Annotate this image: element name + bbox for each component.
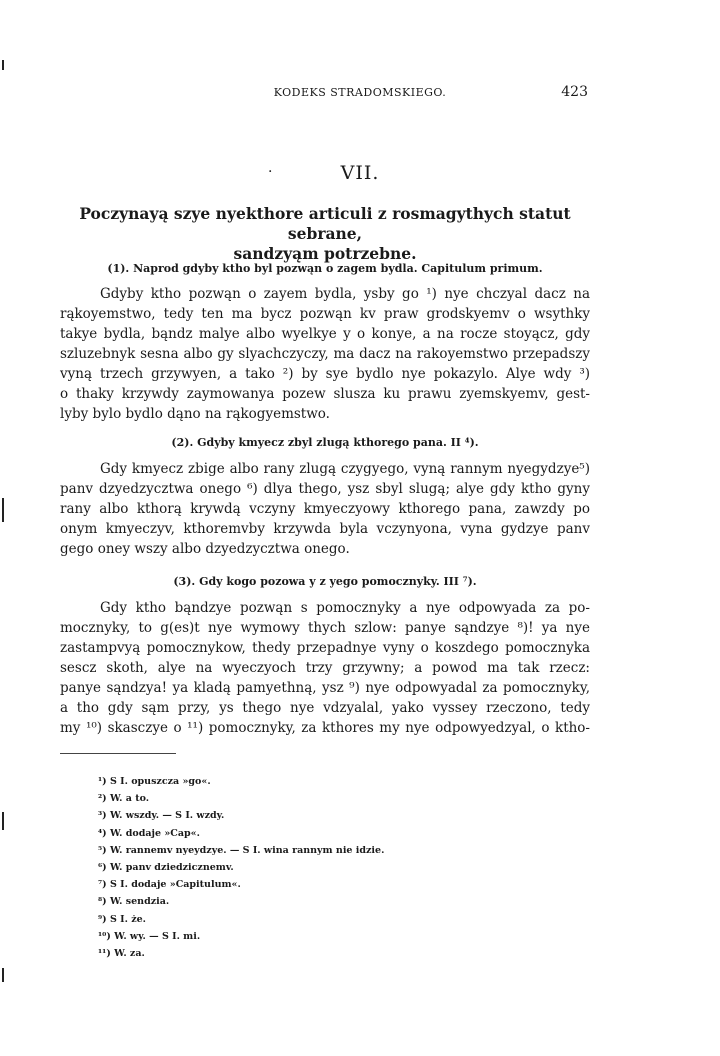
text-line: lyby bylo bydlo dąno na rąkogyemstwo. [60, 406, 330, 422]
article-text-3 [60, 598, 590, 738]
footnote: ⁶) W. panv dziedzicznemv. [98, 862, 234, 874]
text-line: a tho gdy sąm przy, ys thego nye vdzyalal, yako vyssey rzeczono, tedy [60, 700, 590, 716]
article-text-1 [60, 284, 590, 424]
text-line: mocznyky, to g(es)t nye wymowy thych szlow: panye sąndzye ⁸)! ya nye [60, 620, 590, 636]
text-line: sescz skoth, alye na wyeczyoch trzy grzywny; a powod ma tak rzecz: [60, 660, 590, 676]
article-heading-3: (3). Gdy kogo pozowa y z yego pomocznyky. III ⁷). [173, 575, 477, 588]
text-line: vyną trzech grzywyen, a tako ²) by sye bydlo nye pokazylo. Alye wdy ³) [60, 366, 590, 382]
footnote: ⁸) W. sendzia. [98, 896, 170, 908]
text-line: Gdyby ktho pozwąn o zayem bydla, ysby go ¹) nye chczyal dacz na [100, 286, 590, 302]
footnote: ⁴) W. dodaje »Cap«. [98, 827, 200, 839]
footnote: ³) W. wszdy. — S I. wzdy. [98, 810, 225, 822]
text-line: zastampvyą pomocznykow, thedy przepadnye vyny o koszdego pomocznyka [60, 640, 590, 656]
running-title: KODEKS STRADOMSKIEGO. [273, 86, 447, 99]
text-line: Gdy ktho bąndzye pozwąn s pomocznyky a nye odpowyada za po- [100, 600, 590, 616]
text-line: Gdy kmyecz zbige albo rany zlugą czygyego, vyną rannym nyegydzye⁵) [100, 461, 590, 477]
title-line-2: sandzyąm potrzebne. [233, 244, 417, 263]
text-line: takye bydla, bąndz malye albo wyelkye y o konye, a na rocze stoyącz, gdy [60, 326, 590, 342]
text-line: szluzebnyk sesna albo gy slyachczyczy, ma dacz na rakoyemstwo przepadszy [60, 346, 590, 362]
footnotes [98, 773, 498, 962]
text-line: panv dzyedzycztwa onego ⁶) dlya thego, ysz sbyl slugą; alye gdy ktho gyny [60, 481, 590, 497]
text-line: rany albo kthorą krywdą vczyny kmyeczyowy kthorego pana, zawzdy po [60, 501, 590, 517]
title-line-1: Poczynayą szye nyekthore articuli z rosmagythych statut sebrane, [79, 204, 571, 243]
text-line: onym kmyeczyv, kthoremvby krzywda byla vczynyona, vyna gydzye panv [60, 521, 590, 537]
footnote: ⁷) S I. dodaje »Capitulum«. [98, 879, 241, 891]
footnote: ⁹) S I. że. [98, 913, 146, 925]
scan-mark [2, 968, 4, 982]
scan-mark [2, 498, 4, 522]
scan-mark [2, 60, 4, 70]
footnote: ¹) S I. opuszcza »go«. [98, 776, 211, 787]
text-line: my ¹⁰) skasczye o ¹¹) pomocznyky, za kthores my nye odpowyedzyal, o ktho- [60, 720, 590, 736]
text-line: o thaky krzywdy zaymowanya pozew slusza ku prawu zyemskyemv, gest- [60, 386, 590, 402]
text-line: panye sąndzya! ya kladą pamyethną, ysz ⁹) nye odpowyadal za pomocznyky, [60, 680, 590, 696]
scan-mark [2, 812, 4, 830]
chapter-numeral: VII. [340, 162, 380, 184]
footnote: ⁵) W. rannemv nyeydzye. — S I. wina rannym nie idzie. [98, 844, 385, 856]
section-title [60, 204, 590, 264]
article-text-2 [60, 459, 590, 559]
article-heading-1: (1). Naprod gdyby ktho byl pozwąn o zagem bydla. Capitulum primum. [107, 262, 543, 275]
footnote: ¹⁰) W. wy. — S I. mi. [98, 930, 201, 942]
text-line: gego oney wszy albo dzyedzycztwa onego. [60, 541, 350, 557]
footnote: ²) W. a to. [98, 793, 150, 805]
article-heading-2: (2). Gdyby kmyecz zbyl zlugą kthorego pana. II ⁴). [171, 436, 479, 449]
text-line: rąkoyemstwo, tedy ten ma bycz pozwąn kv praw grodskyemv o wsythky [60, 306, 590, 322]
chapter-dot: · [268, 164, 274, 180]
chapter-heading [0, 162, 720, 184]
footnote-divider [60, 753, 176, 754]
page-number: 423 [561, 84, 588, 100]
footnote: ¹¹) W. za. [98, 948, 145, 960]
